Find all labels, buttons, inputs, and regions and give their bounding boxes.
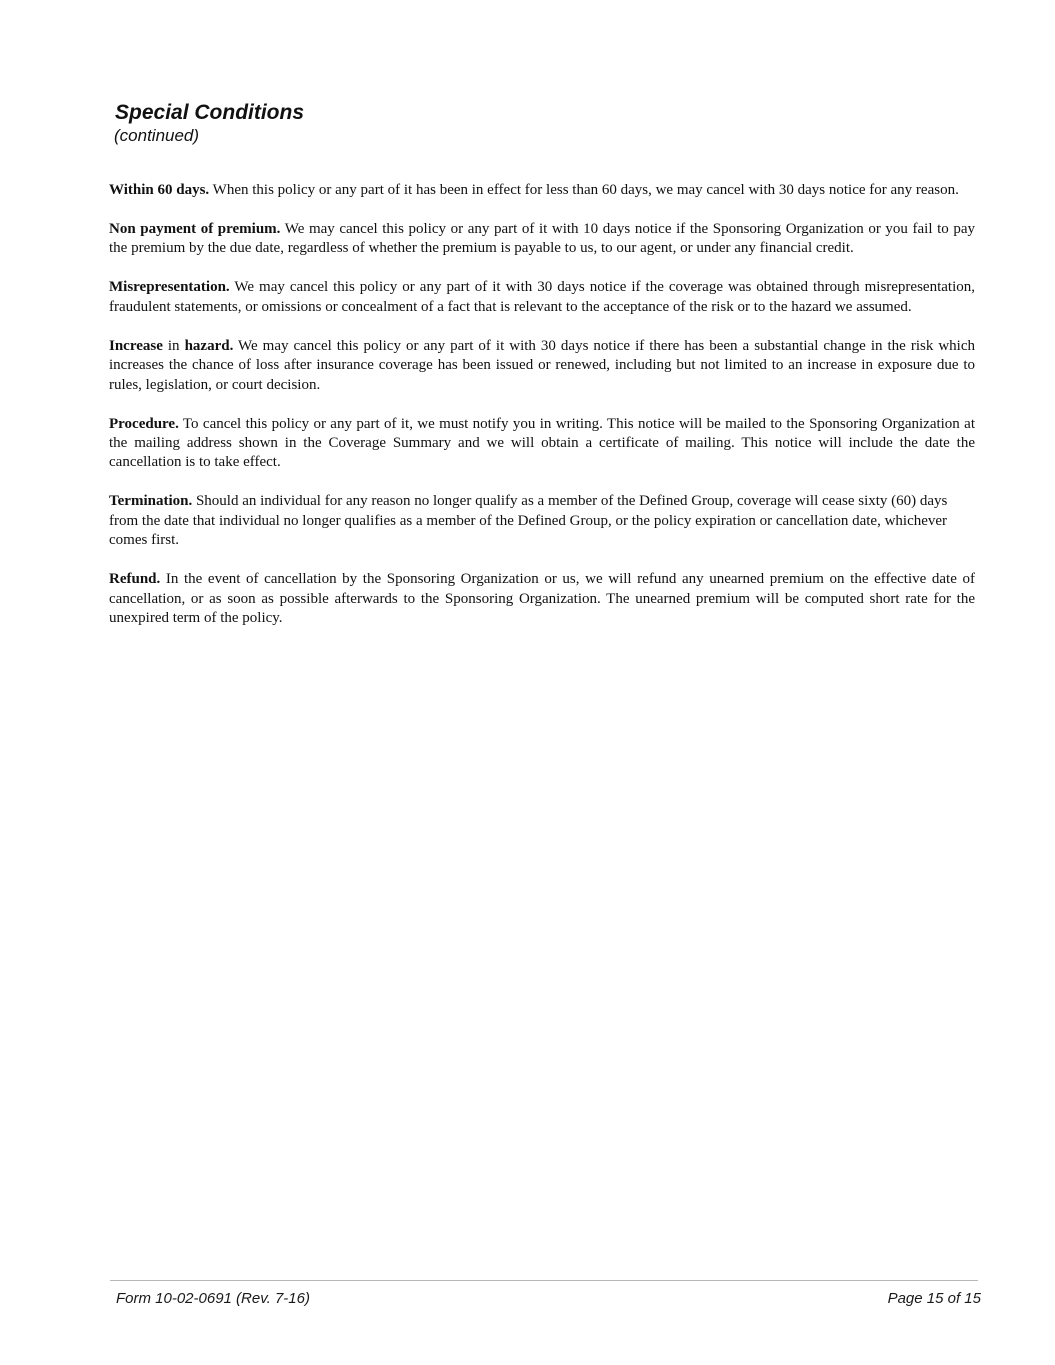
- paragraph-refund: [109, 570, 975, 628]
- paragraph-text: We may cancel this policy or any part of it with 30 days notice if there has been a substantial change in the risk which increases the chance of loss after insurance coverage has been issued or renewed, including but not limited to an increase in exposure due to rules, legislation, or court decision.: [109, 337, 975, 393]
- paragraph-heading-joiner: in: [162, 337, 185, 354]
- paragraph-heading: Within 60 days.: [109, 182, 210, 198]
- paragraph-within-60-days: [109, 181, 975, 200]
- document-body: [109, 181, 975, 648]
- paragraph-heading: Termination.: [109, 493, 193, 510]
- paragraph-text: We may cancel this policy or any part of it with 10 days notice if the Sponsoring Organization or you fail to pay the premium by the due date, regardless of whether the premium is payable to us, to our agent, or under any financial credit.: [109, 221, 975, 257]
- paragraph-text: We may cancel this policy or any part of it with 30 days notice if the coverage was obtained through misrepresentation, fraudulent statements, or omissions or concealment of a fact that is relevant to the acceptance of the risk or to the hazard we assumed.: [109, 279, 975, 315]
- paragraph-text: Should an individual for any reason no longer qualify as a member of the Defined Group, coverage will cease sixty (60) days from the date that individual no longer qualifies as a member of the Defined Group, or the policy expiration or cancellation date, whichever comes first.: [109, 493, 948, 549]
- paragraph-procedure: [109, 415, 975, 473]
- page-subtitle: (continued): [114, 126, 200, 145]
- paragraph-text: To cancel this policy or any part of it, we must notify you in writing. This notice will be mailed to the Sponsoring Organization at the mailing address shown in the Coverage Summary and we will obtain a certificate of mailing. This notice will include the date the cancellation is to take effect.: [109, 415, 975, 471]
- page-number: Page 15 of 15: [887, 1290, 981, 1307]
- paragraph-misrepresentation: [109, 278, 975, 317]
- form-number: Form 10-02-0691 (Rev. 7-16): [116, 1290, 310, 1307]
- paragraph-non-payment: [109, 220, 975, 259]
- paragraph-increase-in-hazard: [109, 337, 975, 395]
- paragraph-text: In the event of cancellation by the Sponsoring Organization or us, we will refund any unearned premium on the effective date of cancellation, or as soon as possible afterwards to the Sponsoring Organization. The unearned premium will be computed short rate for the unexpired term of the policy.: [109, 571, 975, 627]
- page-title: Special Conditions: [115, 101, 305, 124]
- paragraph-heading: Non payment of premium.: [109, 221, 281, 237]
- paragraph-text: When this policy or any part of it has been in effect for less than 60 days, we may cancel with 30 days notice for any reason.: [209, 182, 959, 198]
- page-header: [115, 100, 304, 146]
- paragraph-heading: Refund.: [109, 571, 161, 588]
- paragraph-heading: hazard.: [184, 337, 234, 354]
- paragraph-heading: Increase: [109, 337, 163, 354]
- paragraph-termination: [109, 492, 975, 550]
- paragraph-heading: Misrepresentation.: [109, 279, 230, 296]
- footer-divider: [110, 1280, 978, 1281]
- paragraph-heading: Procedure.: [109, 415, 179, 432]
